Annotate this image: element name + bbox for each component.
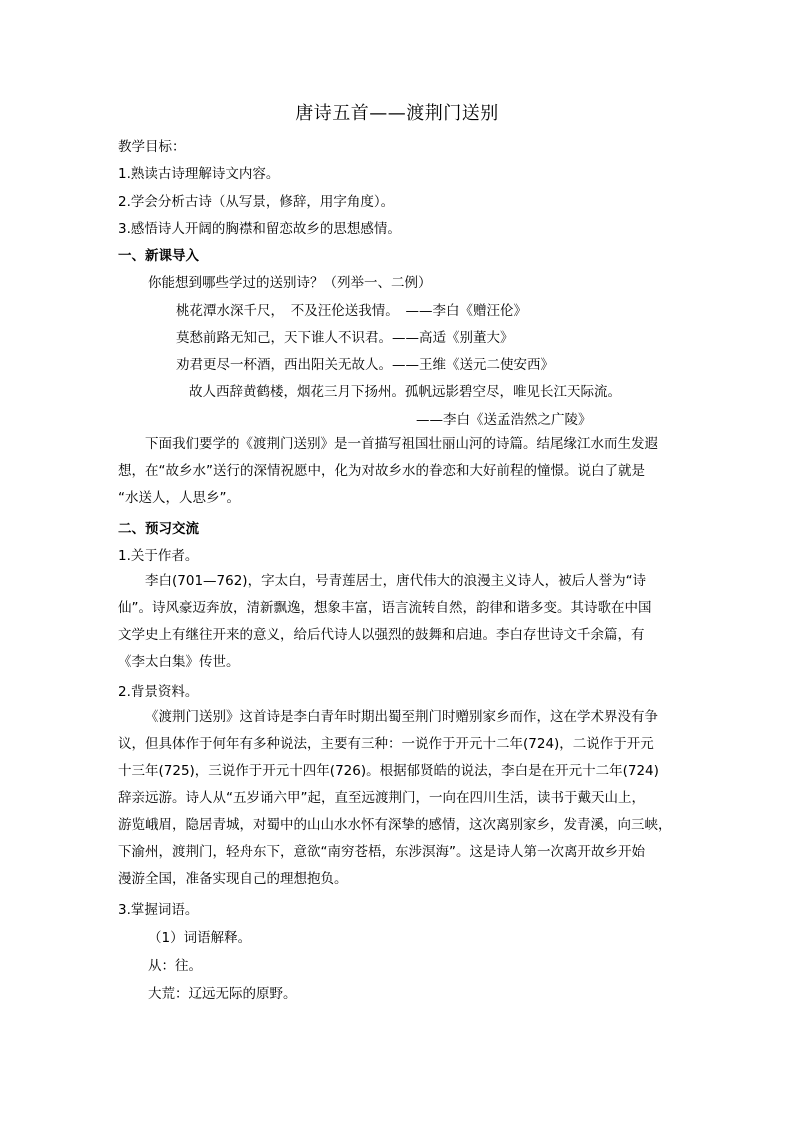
paragraph-line: 仙”。诗风豪迈奔放，清新飘逸，想象丰富，语言流转自然，韵律和谐多变。其诗歌在中国	[118, 600, 652, 616]
subsection-heading: 1.关于作者。	[118, 548, 199, 564]
intro-question: 你能想到哪些学过的送别诗？（列举一、二例）	[148, 275, 432, 291]
subsection-heading: 2.背景资料。	[118, 684, 199, 700]
paragraph-line: 下渝州，渡荆门，轻舟东下，意欲“南穷苍梧，东涉溟海”。这是诗人第一次离开故乡开始	[118, 844, 645, 860]
paragraph-line: “水送人，人思乡”。	[118, 490, 240, 506]
paragraph-line: 《李太白集》传世。	[118, 654, 240, 670]
paragraph-line: 辞亲远游。诗人从“五岁诵六甲”起，直至远渡荆门，一向在四川生活，读书于戴天山上，	[118, 790, 645, 806]
vocab-item: 大荒：辽远无际的原野。	[148, 986, 297, 1002]
poem-line: 桃花潭水深千尺， 不及汪伦送我情。 ——李白《赠汪伦》	[176, 303, 527, 319]
background-paragraph	[118, 704, 680, 893]
paragraph-line: 议，但具体作于何年有多种说法，主要有三种：一说作于开元十二年(724)，二说作于开元	[118, 736, 654, 752]
section1-heading: 一、新课导入	[118, 248, 199, 264]
vocab-item: 从：往。	[148, 958, 202, 974]
objective-item: 1.熟读古诗理解诗文内容。	[118, 166, 280, 182]
intro-paragraph	[118, 431, 680, 512]
vocab-heading: （1）词语解释。	[148, 930, 252, 946]
poem-line: 莫愁前路无知己，天下谁人不识君。——高适《别董大》	[176, 330, 514, 346]
objective-item: 3.感悟诗人开阔的胸襟和留恋故乡的思想感情。	[118, 221, 401, 237]
section2-heading: 二、预习交流	[118, 521, 199, 537]
objective-item: 2.学会分析古诗（从写景，修辞，用字角度）。	[118, 194, 395, 210]
paragraph-line: 下面我们要学的《渡荆门送别》是一首描写祖国壮丽山河的诗篇。结尾缘江水而生发遐	[145, 436, 658, 452]
poem-line: 劝君更尽一杯酒，西出阳关无故人。——王维《送元二使安西》	[176, 357, 554, 373]
paragraph-line: 想，在“故乡水”送行的深情祝愿中，化为对故乡水的眷恋和大好前程的憧憬。说白了就是	[118, 463, 645, 479]
paragraph-line: 《渡荆门送别》这首诗是李白青年时期出蜀至荆门时赠别家乡而作，这在学术界没有争	[145, 709, 658, 725]
subsection-heading: 3.掌握词语。	[118, 902, 199, 918]
page-title: 唐诗五首——渡荆门送别	[295, 103, 499, 124]
poem-line: 故人西辞黄鹤楼，烟花三月下扬州。孤帆远影碧空尽，唯见长江天际流。	[189, 384, 621, 400]
paragraph-line: 十三年(725)，三说作于开元十四年(726)。根据郁贤皓的说法，李白是在开元十二年(724)	[118, 763, 659, 779]
paragraph-line: 李白(701—762)，字太白，号青莲居士，唐代伟大的浪漫主义诗人，被后人誉为“诗	[145, 573, 647, 589]
paragraph-line: 文学史上有继往开来的意义，给后代诗人以强烈的鼓舞和启迪。李白存世诗文千余篇，有	[118, 627, 645, 643]
poem-attribution: ——李白《送孟浩然之广陵》	[416, 412, 592, 428]
author-paragraph	[118, 568, 680, 676]
paragraph-line: 漫游全国，准备实现自己的理想抱负。	[118, 871, 348, 887]
objectives-heading: 教学目标：	[118, 139, 186, 155]
paragraph-line: 游览峨眉，隐居青城，对蜀中的山山水水怀有深挚的感情，这次离别家乡，发青溪，向三峡，	[118, 817, 672, 833]
